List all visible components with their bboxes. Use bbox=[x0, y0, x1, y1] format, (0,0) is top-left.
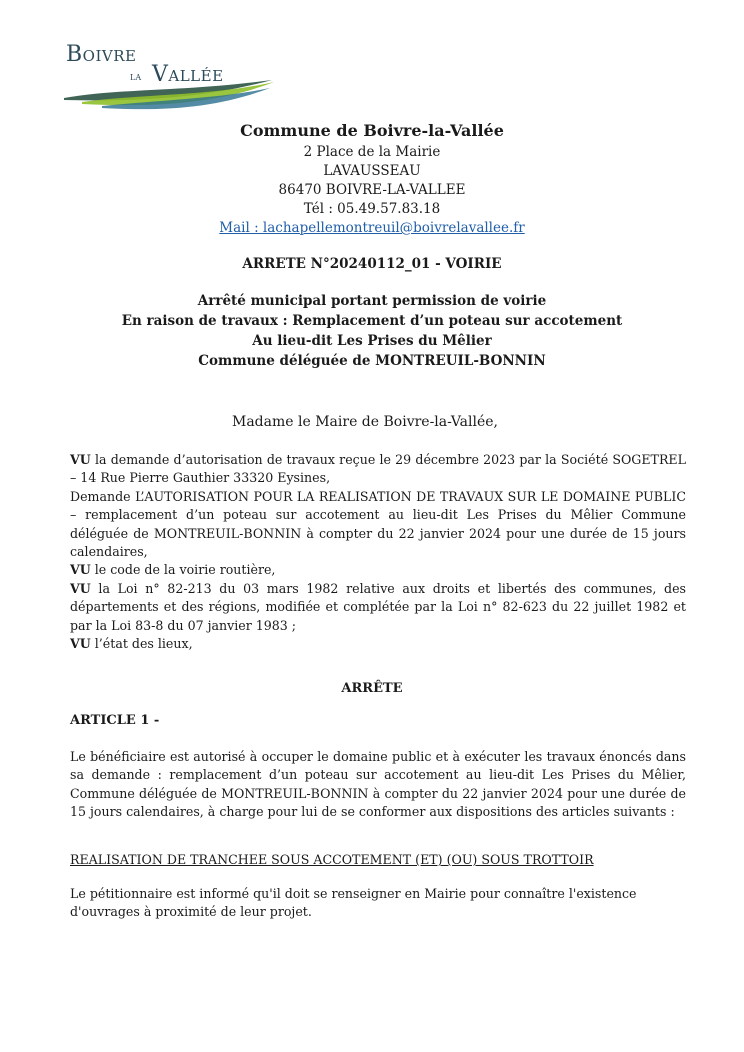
logo-text-vallee: Vallée bbox=[152, 62, 224, 87]
section-title: REALISATION DE TRANCHEE SOUS ACCOTEMENT (ET) (OU) SOUS TROTTOIR bbox=[70, 852, 594, 867]
commune-name: Commune de Boivre-la-Vallée bbox=[240, 121, 504, 140]
arrete-title: ARRÊTE bbox=[341, 681, 403, 696]
phone-number: Tél : 05.49.57.83.18 bbox=[303, 201, 441, 217]
logo-text-boivre: Boivre bbox=[66, 42, 137, 67]
subject-line-1: Arrêté municipal portant permission de voirie bbox=[197, 293, 547, 309]
arrete-number: ARRETE N°20240112_01 - VOIRIE bbox=[242, 256, 502, 272]
vu-paragraph-2: Demande L’AUTORISATION POUR LA REALISATION DE TRAVAUX SUR LE DOMAINE PUBLIC – remplacement d’un poteau sur accotement au lieu-dit Les Prises du Mêlier Commune déléguée de MONTREUIL-BONNIN à compter du 22 janvier 2024 pour une durée de 15 jours calendaires, bbox=[70, 488, 686, 560]
subject-line-4: Commune déléguée de MONTREUIL-BONNIN bbox=[198, 353, 546, 369]
commune-logo bbox=[62, 40, 282, 120]
vu-paragraph-5: VU l’état des lieux, bbox=[70, 636, 193, 652]
vu-paragraph-1: VU la demande d’autorisation de travaux reçue le 29 décembre 2023 par la Société SOGETREL – 14 Rue Pierre Gauthier 33320 Eysines, bbox=[70, 452, 686, 486]
article-1-title: ARTICLE 1 - bbox=[70, 713, 160, 728]
mail-link[interactable]: Mail : lachapellemontreuil@boivrelavallee.fr bbox=[219, 220, 525, 236]
subject-line-3: Au lieu-dit Les Prises du Mêlier bbox=[252, 333, 492, 349]
article-1-body: Le bénéficiaire est autorisé à occuper le domaine public et à exécuter les travaux énoncés dans sa demande : remplacement d’un poteau sur accotement au lieu-dit Les Prises du Mêlier, Commune déléguée de MONTREUIL-BONNIN à compter du 22 janvier 2024 pour une durée de 15 jours calendaires, à charge pour lui de se conformer aux dispositions des articles suivants : bbox=[70, 749, 686, 820]
subject-line-2: En raison de travaux : Remplacement d’un poteau sur accotement bbox=[121, 313, 623, 329]
vu-paragraph-4: VU la Loi n° 82-213 du 03 mars 1982 relative aux droits et libertés des communes, des départements et des régions, modifiée et complétée par la Loi n° 82-623 du 22 juillet 1982 et par la Loi 83-8 du 07 janvier 1983 ; bbox=[70, 580, 686, 633]
logo-text-la: la bbox=[130, 70, 142, 83]
information-note: Le pétitionnaire est informé qu'il doit se renseigner en Mairie pour connaître l'existence d'ouvrages à proximité de leur projet. bbox=[70, 886, 637, 920]
salutation: Madame le Maire de Boivre-la-Vallée, bbox=[232, 414, 498, 430]
vu-considerations bbox=[70, 451, 686, 653]
vu-paragraph-3: VU le code de la voirie routière, bbox=[70, 562, 276, 578]
commune-header bbox=[0, 121, 744, 238]
address-line-1: 2 Place de la Mairie bbox=[303, 144, 441, 160]
address-line-3: 86470 BOIVRE-LA-VALLEE bbox=[278, 182, 466, 198]
arrete-subject bbox=[0, 291, 744, 371]
address-line-2: LAVAUSSEAU bbox=[323, 163, 421, 179]
